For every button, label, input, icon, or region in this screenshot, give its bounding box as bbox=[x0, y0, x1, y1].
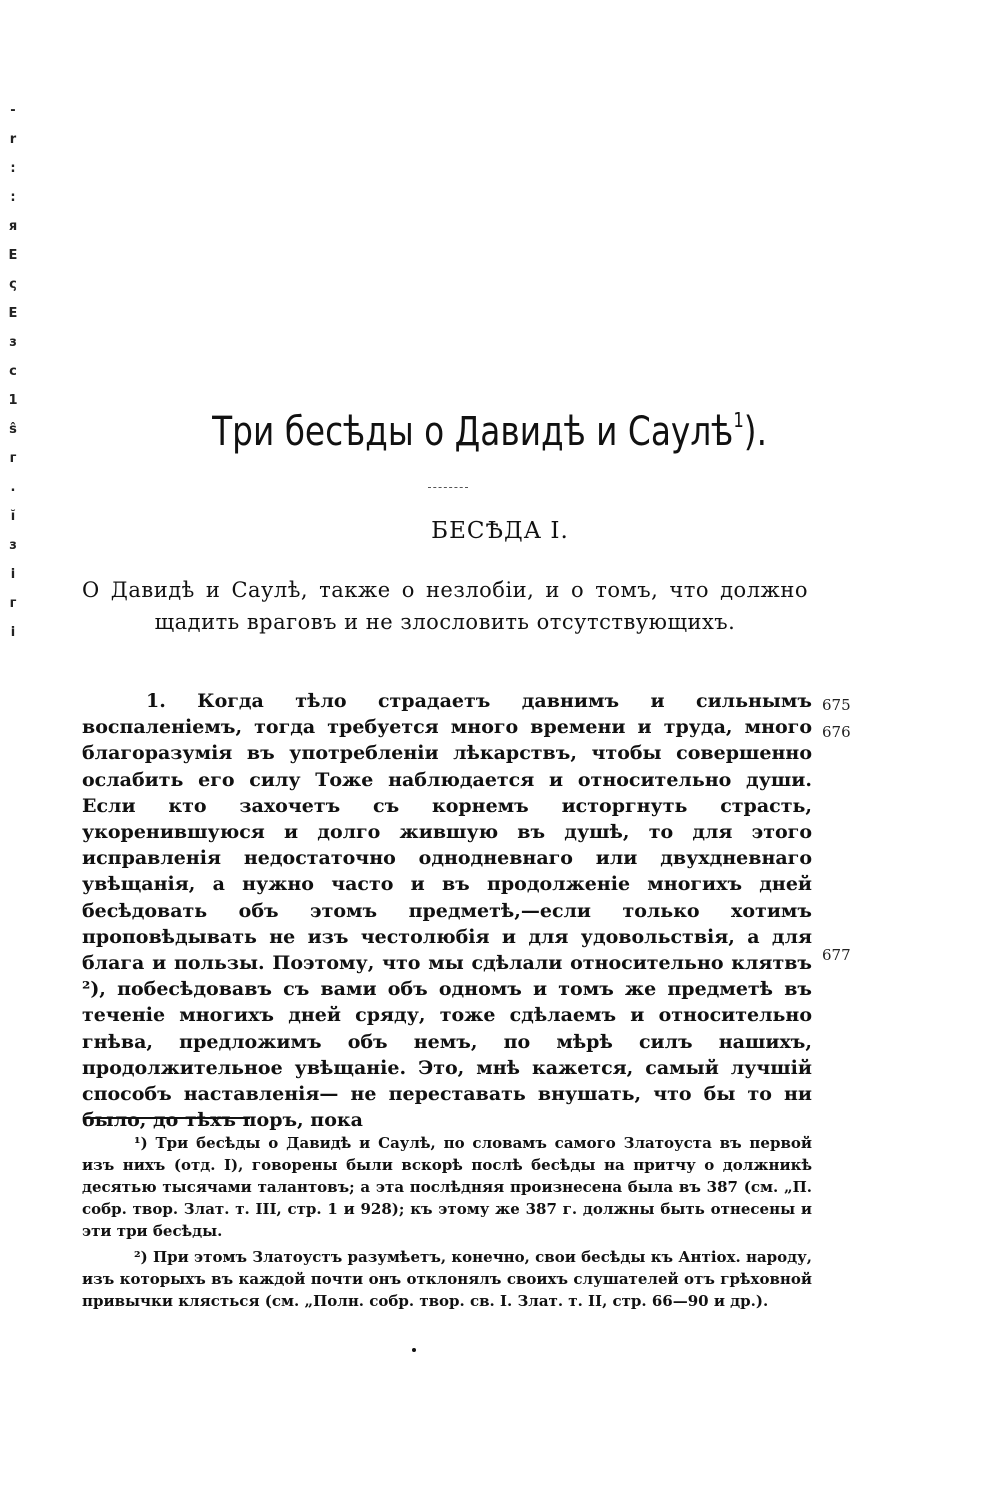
left-margin-bleed-marks bbox=[6, 96, 20, 647]
body-paragraph: 1. Когда тѣло страдаетъ давнимъ и сильнымъ воспаленіемъ, тогда требуется много времени и труда, много благоразумія въ употребленіи лѣкарствъ, чтобы совершенно ослабить его силу Тоже наблюдается и относительно души. Если кто захочетъ съ корнемъ исторгнуть страсть, укоренившуюся и долго жившую въ душѣ, то для этого исправленія недостаточно однодневнаго или двухдневнаго увѣщанія, а нужно часто и въ продолженіе многихъ дней бесѣдовать объ этомъ предметѣ,—если только хотимъ проповѣдывать не изъ честолюбія и для удовольствія, а для блага и пользы. Поэтому, что мы сдѣлали относительно клятвъ ²), побесѣдовавъ съ вами объ одномъ и томъ же предметѣ въ теченіе многихъ дней сряду, тоже сдѣлаемъ и относительно гнѣва, предложимъ объ немъ, по мѣрѣ силъ нашихъ, продолжительное увѣщаніе. Это, мнѣ кажется, самый лучшій способъ наставленія— не переставать внушать, что бы то ни было, до тѣхъ поръ, пока bbox=[82, 690, 812, 1132]
margin-mark: г bbox=[9, 596, 17, 611]
footnote-divider bbox=[84, 1117, 250, 1119]
margin-mark: с bbox=[9, 364, 17, 379]
title-divider bbox=[428, 487, 468, 488]
margin-mark: r bbox=[9, 132, 17, 147]
margin-mark: і bbox=[10, 625, 16, 640]
margin-page-number: 675 bbox=[822, 696, 851, 714]
body-text bbox=[82, 688, 812, 1133]
margin-mark: . bbox=[10, 480, 16, 495]
title-text: Три бесѣды о Давидѣ и Саулѣ bbox=[212, 409, 734, 455]
margin-mark: з bbox=[9, 538, 17, 553]
title-footnote-mark: 1 bbox=[733, 408, 744, 432]
margin-page-number: 677 bbox=[822, 946, 851, 964]
sermon-subtitle: О Давидѣ и Саулѣ, также о незлобіи, и о томъ, что должно щадить враговъ и не злословить отсутствующихъ. bbox=[82, 578, 808, 634]
margin-mark: г bbox=[9, 451, 17, 466]
sermon-heading: БЕСѢДА I. bbox=[431, 518, 569, 544]
title-closing: ). bbox=[743, 409, 768, 455]
footnotes bbox=[82, 1132, 812, 1316]
margin-mark: і bbox=[10, 567, 16, 582]
margin-mark: 1 bbox=[8, 393, 18, 408]
margin-mark: : bbox=[10, 161, 16, 176]
ink-dot bbox=[412, 1348, 416, 1352]
margin-mark: Е bbox=[8, 248, 18, 263]
margin-mark: - bbox=[10, 103, 16, 118]
margin-mark: я bbox=[8, 219, 18, 234]
page-title bbox=[80, 408, 900, 455]
margin-mark: ŝ bbox=[9, 422, 17, 437]
margin-mark: ς bbox=[9, 277, 17, 292]
margin-page-number: 676 bbox=[822, 723, 851, 741]
footnote-2: ²) При этомъ Златоустъ разумѣетъ, конечно, свои бесѣды къ Антіох. народу, изъ которыхъ въ каждой почти онъ отклонялъ своихъ слушателей отъ грѣховной привычки клясться (см. „Полн. собр. твор. св. I. Злат. т. II, стр. 66—90 и др.). bbox=[82, 1248, 812, 1310]
margin-mark: ĭ bbox=[10, 509, 16, 524]
margin-mark: з bbox=[9, 335, 17, 350]
footnote-1: ¹) Три бесѣды о Давидѣ и Саулѣ, по словамъ самого Златоуста въ первой изъ нихъ (отд. I), говорены были вскорѣ послѣ бесѣды на притчу о должникѣ десятью тысячами талантовъ; а эта послѣдняя произнесена была въ 387 (см. „П. собр. твор. Злат. т. III, стр. 1 и 928); къ этому же 387 г. должны быть отнесены и эти три бесѣды. bbox=[82, 1134, 812, 1240]
margin-mark: Е bbox=[8, 306, 18, 321]
margin-mark: : bbox=[10, 190, 16, 205]
